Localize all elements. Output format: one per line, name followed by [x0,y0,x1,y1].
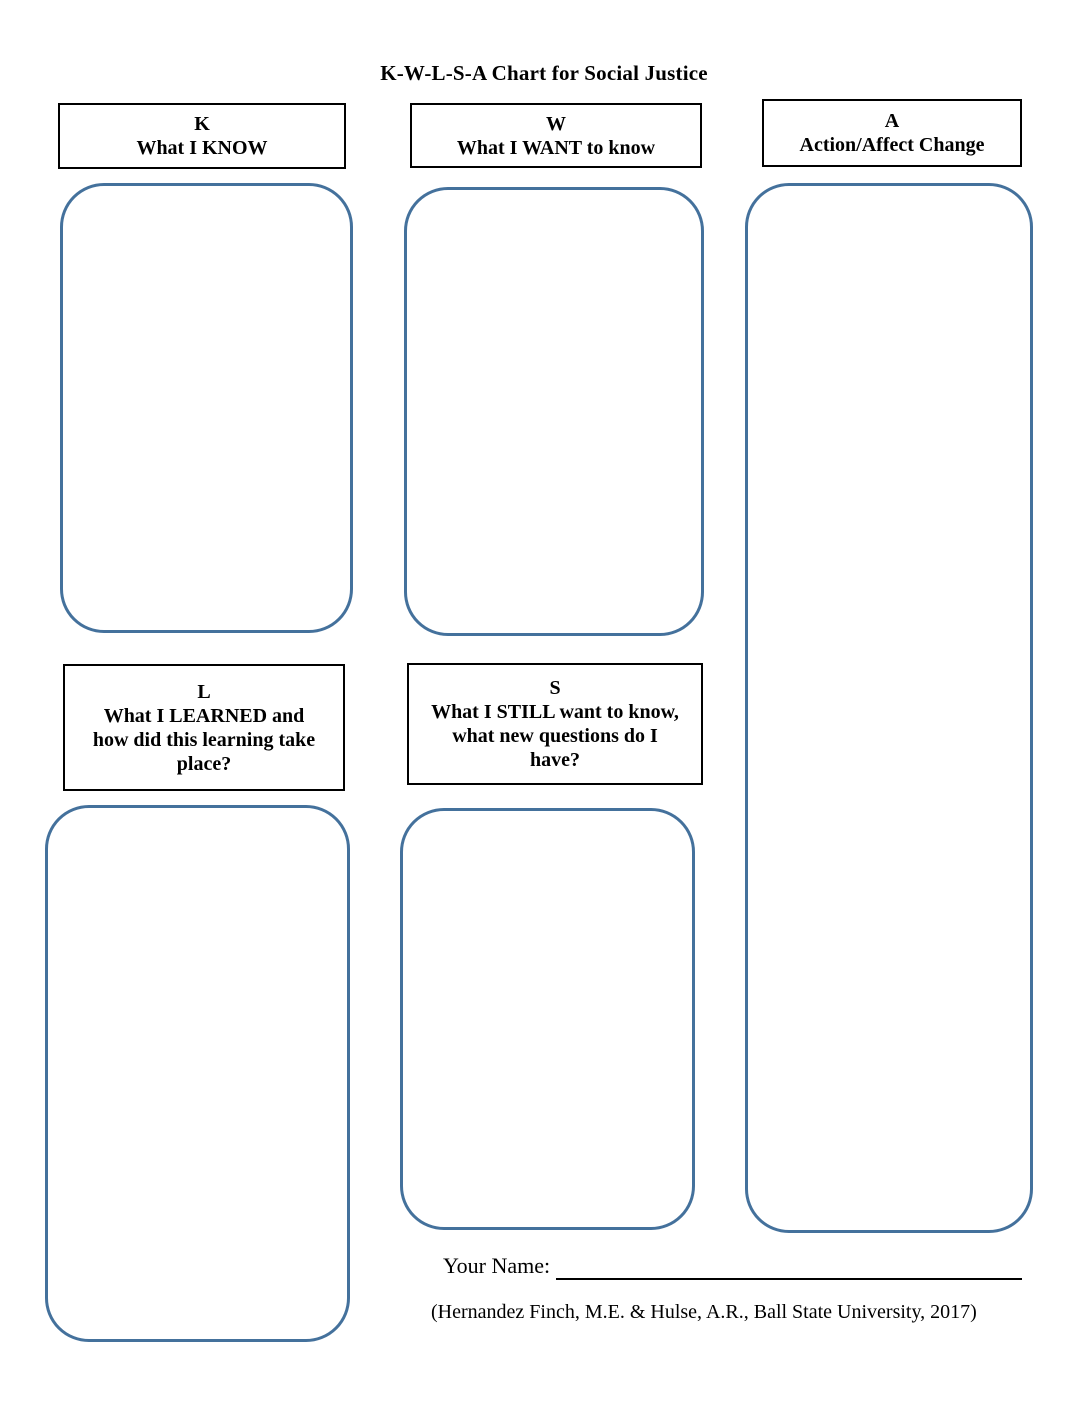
header-learned-label-line2: how did this learning take [92,728,316,751]
header-action-letter: A [884,110,900,132]
header-learned-label-line1: What I LEARNED and [103,704,305,727]
learned-writing-area[interactable] [45,805,350,1342]
header-still-letter: S [549,677,561,699]
citation: (Hernandez Finch, M.E. & Hulse, A.R., Ball State University, 2017) [431,1301,977,1323]
page-title: K-W-L-S-A Chart for Social Justice [380,61,708,85]
header-know [58,103,346,169]
header-want-letter: W [546,112,566,135]
header-action-label: Action/Affect Change [799,134,985,156]
want-writing-area[interactable] [404,187,704,636]
action-writing-area[interactable] [745,183,1033,1233]
header-still [407,663,703,785]
header-know-label: What I KNOW [136,137,268,159]
header-want [410,103,702,168]
header-know-letter: K [194,113,210,135]
header-action [762,99,1022,167]
header-still-label-line3: have? [530,749,580,771]
your-name-blank-line[interactable] [556,1257,1022,1280]
know-writing-area[interactable] [60,183,353,633]
header-learned-label-line3: place? [176,752,232,775]
header-learned-letter: L [197,680,211,703]
still-writing-area[interactable] [400,808,695,1230]
your-name-label: Your Name: [443,1253,551,1278]
header-still-label-line1: What I STILL want to know, [431,701,679,723]
header-want-label: What I WANT to know [456,136,656,159]
header-still-label-line2: what new questions do I [452,725,658,747]
header-learned [63,664,345,791]
